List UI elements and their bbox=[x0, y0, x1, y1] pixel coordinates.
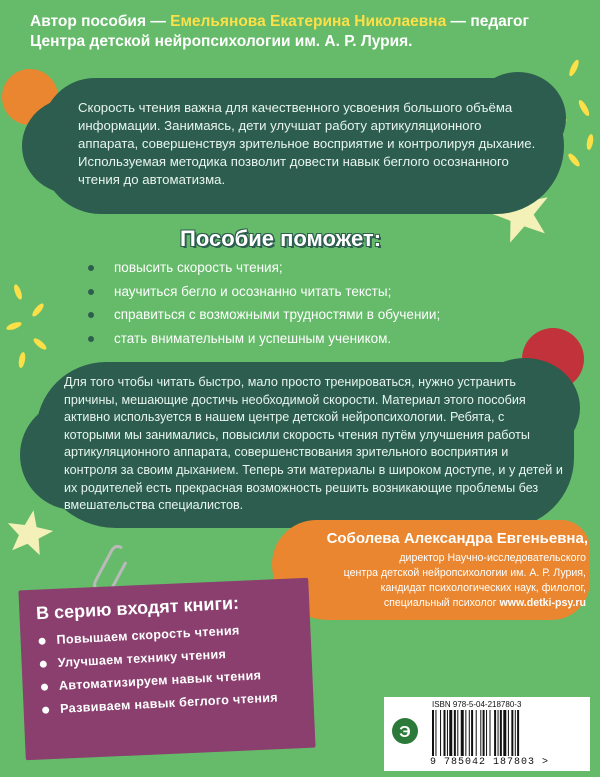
isbn: ISBN 978-5-04-218780-3 bbox=[432, 700, 522, 709]
svg-text:Э: Э bbox=[399, 724, 411, 741]
signature-name: Соболева Александра Евгеньевна, bbox=[326, 530, 588, 547]
list-item: Повышаем скорость чтения bbox=[36, 618, 275, 653]
website-link[interactable]: www.detki-psy.ru bbox=[499, 597, 586, 609]
barcode-bar bbox=[435, 710, 436, 756]
author-credit: Автор пособия — Емельянова Екатерина Николаевна — педагог Центра детской нейропсихологии им. А. Р. Лурия. bbox=[30, 13, 529, 50]
yellow-dashes-left bbox=[5, 283, 48, 368]
barcode-number: 9 785042 187803 > bbox=[430, 757, 550, 768]
barcode-bar bbox=[476, 710, 477, 756]
bullet-icon bbox=[88, 265, 94, 271]
barcode-bar bbox=[461, 710, 464, 756]
barcode-bar bbox=[432, 710, 434, 756]
series-list bbox=[36, 618, 278, 722]
list-item: Улучшаем технику чтения bbox=[37, 641, 276, 676]
barcode-bar bbox=[440, 710, 441, 756]
barcode-bar bbox=[471, 710, 473, 756]
barcode-bar bbox=[449, 710, 452, 756]
bullet-icon bbox=[38, 638, 45, 645]
intro-text: Скорость чтения важна для качественного усвоения большого объёма информации. Занимаясь, дети улучшат работу артикуляционного аппарата, совершенствуя зрительное восприятие и контролируя дыхание. Используемая методика позволит довести навык беглого осознанного чтения до автоматизма. bbox=[78, 100, 536, 187]
list-item: стать внимательным и успешным учеником. bbox=[88, 327, 440, 351]
barcode-bar bbox=[465, 710, 466, 756]
helps-list bbox=[88, 256, 440, 350]
list-item: справиться с возможными трудностями в обучении; bbox=[88, 303, 440, 327]
helps-heading: Пособие поможет: bbox=[180, 226, 382, 251]
bullet-icon bbox=[88, 336, 94, 342]
barcode-bar bbox=[517, 710, 519, 756]
list-item: Развиваем навык беглого чтения bbox=[40, 686, 279, 721]
author-name: Емельянова Екатерина Николаевна bbox=[170, 13, 447, 30]
list-item: Автоматизируем навык чтения bbox=[38, 663, 277, 698]
barcode-bar bbox=[508, 710, 509, 756]
barcode-bar bbox=[447, 710, 448, 756]
bullet-icon bbox=[40, 660, 47, 667]
barcode-bar bbox=[490, 710, 491, 756]
barcode-bar bbox=[483, 710, 485, 756]
review-text: Для того чтобы читать быстро, мало просто тренироваться, нужно устранить причины, мешающие достичь необходимой скорости. Материал этого пособия активно используется в нашем центре детской нейропсихологии. Ребята, с которыми мы занимались, повысили скорость чтения путём улучшения работы артикуляционного аппарата, совершенствования зрительного восприятия и контроля за своим дыханием. Теперь эти материалы в широком доступе, и у детей и их родителей есть прекрасная возможность решить возникающие проблемы без вмешательства специалистов. bbox=[64, 375, 563, 513]
barcode-bar bbox=[486, 710, 487, 756]
barcode-bar bbox=[457, 710, 458, 756]
barcode-bar bbox=[503, 710, 506, 756]
barcode-bar bbox=[511, 710, 513, 756]
barcode-bar bbox=[444, 710, 446, 756]
barcode-bars bbox=[432, 710, 582, 756]
barcode-bar bbox=[515, 710, 516, 756]
barcode-bar bbox=[498, 710, 499, 756]
series-title: В серию входят книги: bbox=[35, 592, 240, 624]
barcode-bar bbox=[480, 710, 481, 756]
list-item: научиться бегло и осознанно читать тексты; bbox=[88, 280, 440, 304]
bullet-icon bbox=[88, 289, 94, 295]
star-left bbox=[3, 506, 56, 556]
barcode-bar bbox=[500, 710, 502, 756]
barcode-bar bbox=[454, 710, 456, 756]
barcode-bar bbox=[494, 710, 496, 756]
signature-role: директор Научно-исследовательского центра детской нейропсихологии им. А. Р. Лурия, кандидат психологических наук, филолог, специальный психолог www.detki-psy.ru bbox=[343, 552, 586, 609]
bullet-icon bbox=[42, 706, 49, 713]
barcode-bar bbox=[469, 710, 470, 756]
list-item: повысить скорость чтения; bbox=[88, 256, 440, 280]
bullet-icon bbox=[88, 312, 94, 318]
publisher-logo-icon bbox=[390, 716, 420, 750]
bullet-icon bbox=[41, 683, 48, 690]
